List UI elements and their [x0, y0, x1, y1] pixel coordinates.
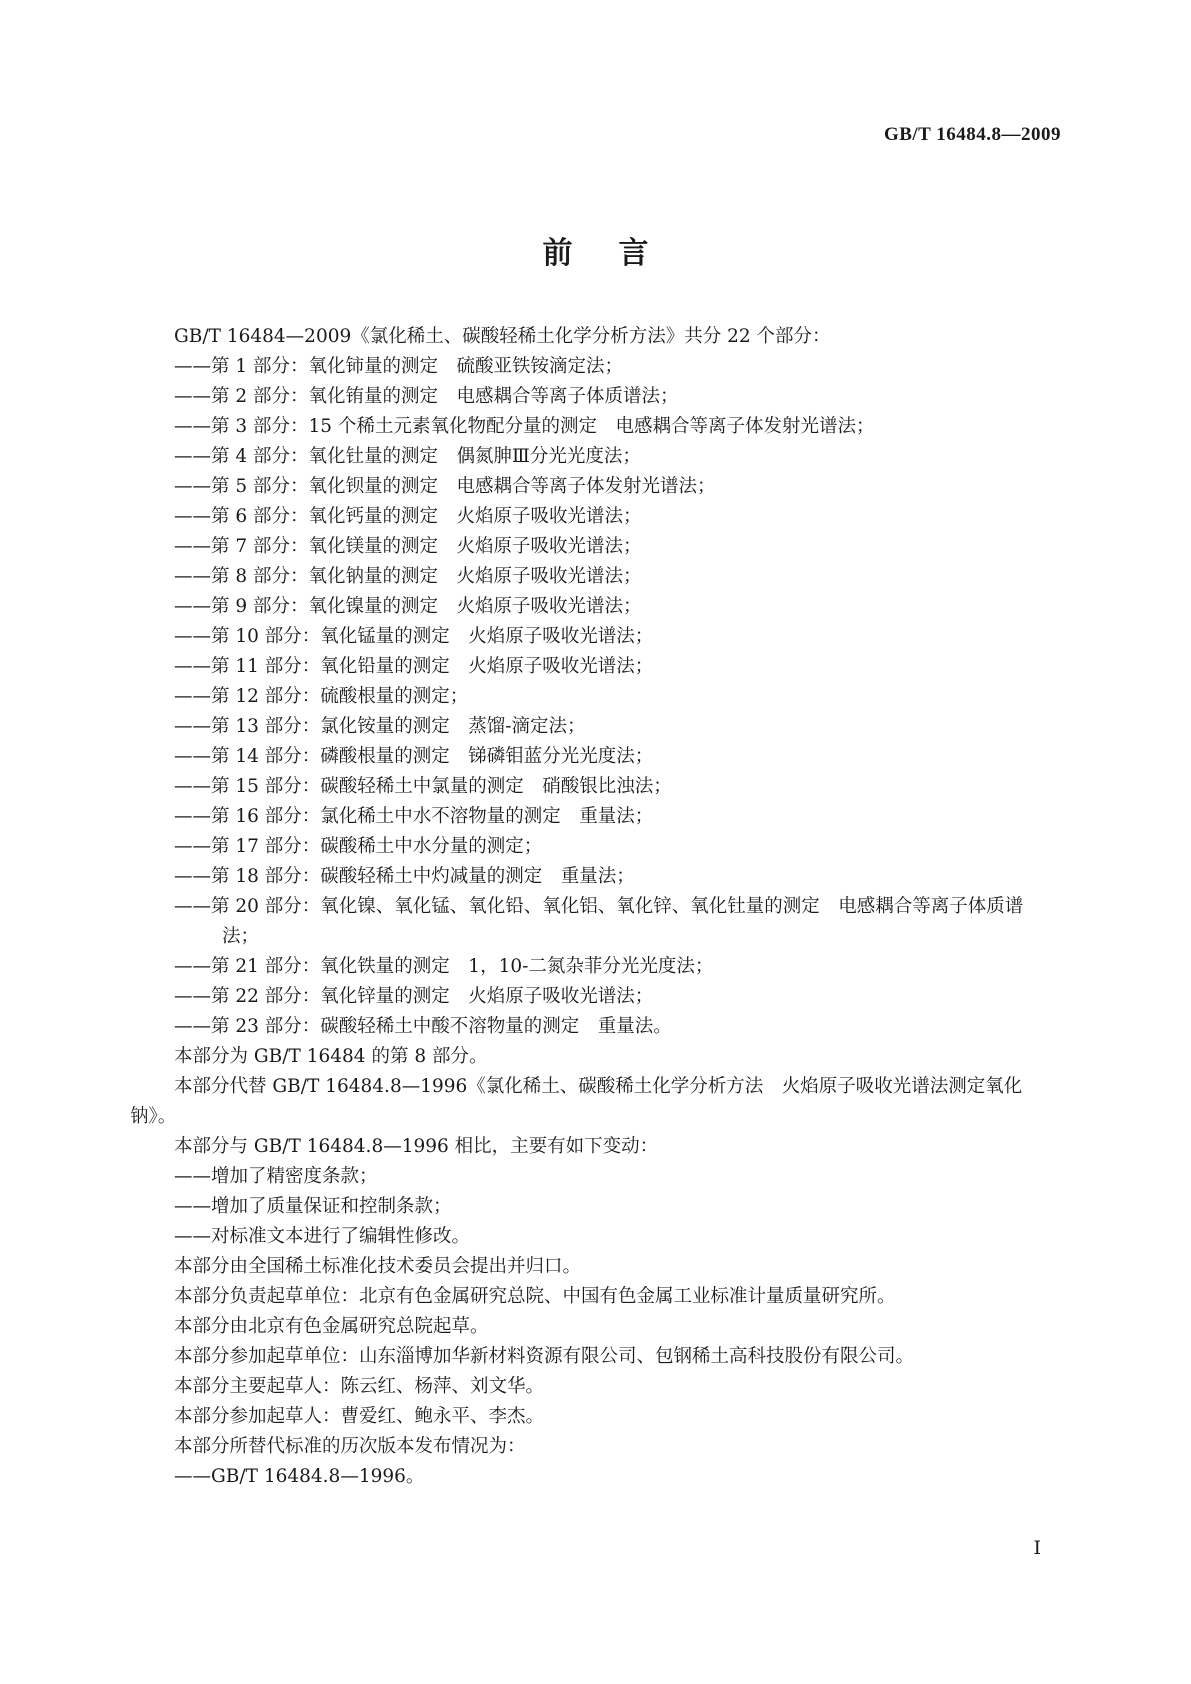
part-list-item: ——第 5 部分：氧化钡量的测定 电感耦合等离子体发射光谱法； — [174, 476, 716, 497]
responsible-units-paragraph: 本部分负责起草单位：北京有色金属研究总院、中国有色金属工业标准计量质量研究所。 — [174, 1286, 896, 1307]
part-list-item: ——第 21 部分：氧化铁量的测定 1，10-二氮杂菲分光光度法； — [174, 956, 714, 977]
change-list-item: ——对标准文本进行了编辑性修改。 — [174, 1226, 471, 1247]
change-list-item: ——增加了质量保证和控制条款； — [174, 1196, 452, 1217]
standard-code: GB/T 16484.8—2009 — [883, 124, 1061, 145]
part-list-item: ——第 11 部分：氧化铅量的测定 火焰原子吸收光谱法； — [174, 656, 654, 677]
participating-drafters-paragraph: 本部分参加起草人：曹爱红、鲍永平、李杰。 — [174, 1406, 545, 1427]
part-list-item: ——第 1 部分：氧化铈量的测定 硫酸亚铁铵滴定法； — [174, 356, 624, 377]
part-list-item: ——第 13 部分：氯化铵量的测定 蒸馏-滴定法； — [174, 716, 586, 737]
part-list-item: ——第 20 部分：氧化镍、氧化锰、氧化铅、氧化铝、氧化锌、氧化钍量的测定 电感耦合等离子体质谱法； — [174, 896, 1024, 947]
part-list-item: ——第 4 部分：氧化钍量的测定 偶氮胂Ⅲ分光光度法； — [174, 446, 641, 467]
part-list-item: ——第 14 部分：磷酸根量的测定 锑磷钼蓝分光光度法； — [174, 746, 654, 767]
part-list-item: ——第 2 部分：氧化铕量的测定 电感耦合等离子体质谱法； — [174, 386, 679, 407]
part-list-item: ——第 7 部分：氧化镁量的测定 火焰原子吸收光谱法； — [174, 536, 642, 557]
replaces-paragraph: 本部分代替 GB/T 16484.8—1996《氯化稀土、碳酸稀土化学分析方法 火焰原子吸收光谱法测定氧化钠》。 — [130, 1076, 1023, 1127]
part-list-item: ——第 12 部分：硫酸根量的测定； — [174, 686, 469, 707]
part-list-item: ——第 6 部分：氧化钙量的测定 火焰原子吸收光谱法； — [174, 506, 642, 527]
intro-paragraph: GB/T 16484—2009《氯化稀土、碳酸轻稀土化学分析方法》共分 22 个部分： — [174, 326, 831, 347]
part-of-paragraph: 本部分为 GB/T 16484 的第 8 部分。 — [174, 1046, 488, 1067]
preface-body — [130, 322, 1060, 1492]
history-list-item: ——GB/T 16484.8—1996。 — [174, 1466, 425, 1487]
part-list-item: ——第 23 部分：碳酸轻稀土中酸不溶物量的测定 重量法。 — [174, 1016, 672, 1037]
part-list-item: ——第 15 部分：碳酸轻稀土中氯量的测定 硝酸银比浊法； — [174, 776, 672, 797]
part-list-item: ——第 8 部分：氧化钠量的测定 火焰原子吸收光谱法； — [174, 566, 642, 587]
part-list-item: ——第 9 部分：氧化镍量的测定 火焰原子吸收光谱法； — [174, 596, 642, 617]
change-list-item: ——增加了精密度条款； — [174, 1166, 378, 1187]
drafted-by-paragraph: 本部分由北京有色金属研究总院起草。 — [174, 1316, 489, 1337]
main-drafters-paragraph: 本部分主要起草人：陈云红、杨萍、刘文华。 — [174, 1376, 545, 1397]
participating-units-paragraph: 本部分参加起草单位：山东淄博加华新材料资源有限公司、包钢稀土高科技股份有限公司。 — [174, 1346, 915, 1367]
page-number: Ⅰ — [1033, 1537, 1041, 1559]
changes-intro-paragraph: 本部分与 GB/T 16484.8—1996 相比，主要有如下变动： — [174, 1136, 659, 1157]
part-list-item: ——第 3 部分：15 个稀土元素氧化物配分量的测定 电感耦合等离子体发射光谱法； — [174, 416, 875, 437]
part-list-item: ——第 16 部分：氯化稀土中水不溶物量的测定 重量法； — [174, 806, 654, 827]
part-list-item: ——第 10 部分：氧化锰量的测定 火焰原子吸收光谱法； — [174, 626, 654, 647]
proposed-by-paragraph: 本部分由全国稀土标准化技术委员会提出并归口。 — [174, 1256, 582, 1277]
part-list-item: ——第 22 部分：氧化锌量的测定 火焰原子吸收光谱法； — [174, 986, 654, 1007]
part-list-item: ——第 18 部分：碳酸轻稀土中灼减量的测定 重量法； — [174, 866, 635, 887]
page-title: 前言 — [542, 236, 695, 271]
part-list-item: ——第 17 部分：碳酸稀土中水分量的测定； — [174, 836, 543, 857]
history-intro-paragraph: 本部分所替代标准的历次版本发布情况为： — [174, 1436, 526, 1457]
